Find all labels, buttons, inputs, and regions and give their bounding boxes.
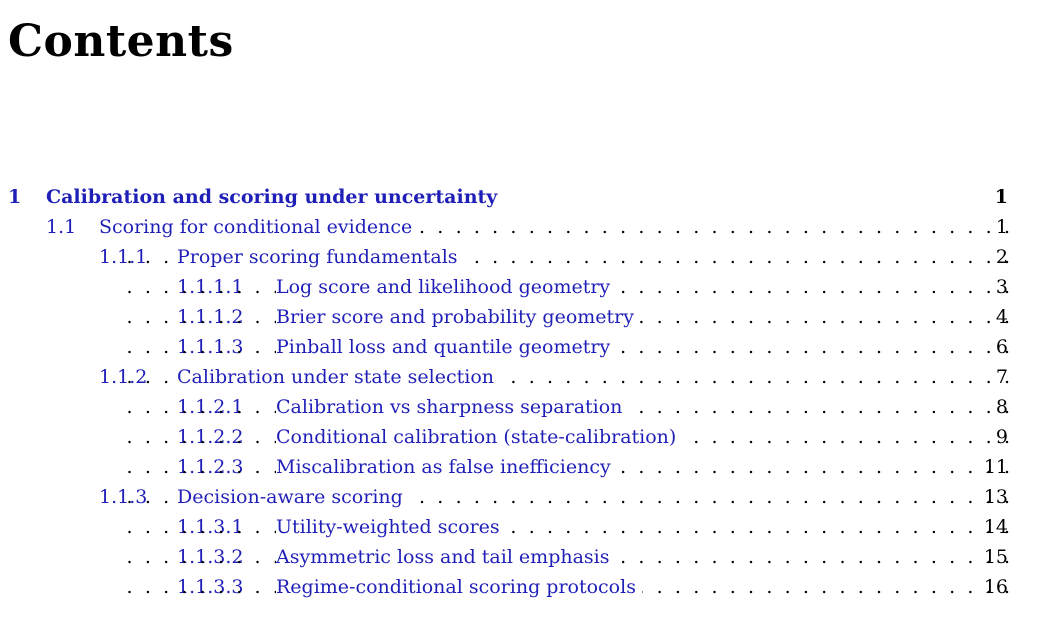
toc-entry-chapter-1[interactable] [0, 182, 1040, 212]
toc-entry-page: 6 [995, 336, 1008, 358]
toc-entry-page: 1 [995, 216, 1008, 238]
toc-entry-page: 15 [983, 546, 1008, 568]
toc-entry-subsubsection-1-1-1-1[interactable] [0, 272, 1040, 302]
toc-entry-title: Calibration under state selection [177, 362, 500, 392]
toc-entry-number: 1.1.2.1 [177, 396, 244, 418]
toc-entry-page: 9 [995, 426, 1008, 448]
toc-entry-title: Brier score and probability geometry [276, 302, 640, 332]
toc-entry-subsubsection-1-1-2-2[interactable] [0, 422, 1040, 452]
toc-entry-title: Conditional calibration (state-calibration) [276, 422, 682, 452]
toc-entry-title: Scoring for conditional evidence [99, 212, 418, 242]
toc-entry-subsection-1-1-3[interactable] [0, 482, 1040, 512]
toc-entry-page: 4 [995, 306, 1008, 328]
toc-entry-number: 1.1.1.3 [177, 336, 244, 358]
toc-entry-title: Calibration and scoring under uncertainty [46, 182, 503, 212]
toc-entry-title: Proper scoring fundamentals [177, 242, 464, 272]
toc-entry-page: 13 [983, 486, 1008, 508]
toc-entry-number: 1.1 [46, 216, 77, 238]
toc-entry-subsubsection-1-1-2-3[interactable] [0, 452, 1040, 482]
toc-entry-number: 1.1.2.3 [177, 456, 244, 478]
toc-entry-page: 16 [983, 576, 1008, 598]
toc-entry-title: Miscalibration as false inefficiency [276, 452, 617, 482]
toc-entry-subsection-1-1-2[interactable] [0, 362, 1040, 392]
toc-entry-section-1-1[interactable] [0, 212, 1040, 242]
toc-entry-subsubsection-1-1-1-2[interactable] [0, 302, 1040, 332]
toc-entry-page: 14 [983, 516, 1008, 538]
toc-entry-subsubsection-1-1-1-3[interactable] [0, 332, 1040, 362]
toc-entry-subsubsection-1-1-3-3[interactable] [0, 572, 1040, 602]
toc-entry-page: 3 [995, 276, 1008, 298]
toc-entry-subsection-1-1-1[interactable] [0, 242, 1040, 272]
toc-entry-page: 1 [994, 186, 1008, 208]
toc-entry-number: 1.1.1.1 [177, 276, 244, 298]
toc-entry-title: Utility-weighted scores [276, 512, 506, 542]
toc-entry-title: Decision-aware scoring [177, 482, 409, 512]
toc-entry-subsubsection-1-1-3-1[interactable] [0, 512, 1040, 542]
toc-entry-number: 1.1.1 [99, 246, 148, 268]
toc-entry-number: 1.1.3.3 [177, 576, 244, 598]
toc-entry-number: 1.1.3.2 [177, 546, 244, 568]
toc-entry-page: 2 [995, 246, 1008, 268]
toc-entry-title: Log score and likelihood geometry [276, 272, 616, 302]
toc-entry-title: Pinball loss and quantile geometry [276, 332, 616, 362]
toc-entry-number: 1.1.2.2 [177, 426, 244, 448]
toc-entry-number: 1 [8, 186, 22, 208]
toc-entry-number: 1.1.3 [99, 486, 148, 508]
toc-entry-number: 1.1.2 [99, 366, 148, 388]
toc-entry-title: Calibration vs sharpness separation [276, 392, 628, 422]
toc-entry-title: Asymmetric loss and tail emphasis [276, 542, 616, 572]
toc-entry-title: Regime-conditional scoring protocols [276, 572, 642, 602]
toc-entry-subsubsection-1-1-2-1[interactable] [0, 392, 1040, 422]
page-title: Contents [8, 16, 234, 67]
toc-entry-subsubsection-1-1-3-2[interactable] [0, 542, 1040, 572]
toc-entry-page: 11 [983, 456, 1008, 478]
toc-entry-number: 1.1.1.2 [177, 306, 244, 328]
toc-entry-page: 8 [995, 396, 1008, 418]
toc-entry-page: 7 [995, 366, 1008, 388]
toc-entry-number: 1.1.3.1 [177, 516, 244, 538]
dot-leader [120, 512, 1010, 542]
